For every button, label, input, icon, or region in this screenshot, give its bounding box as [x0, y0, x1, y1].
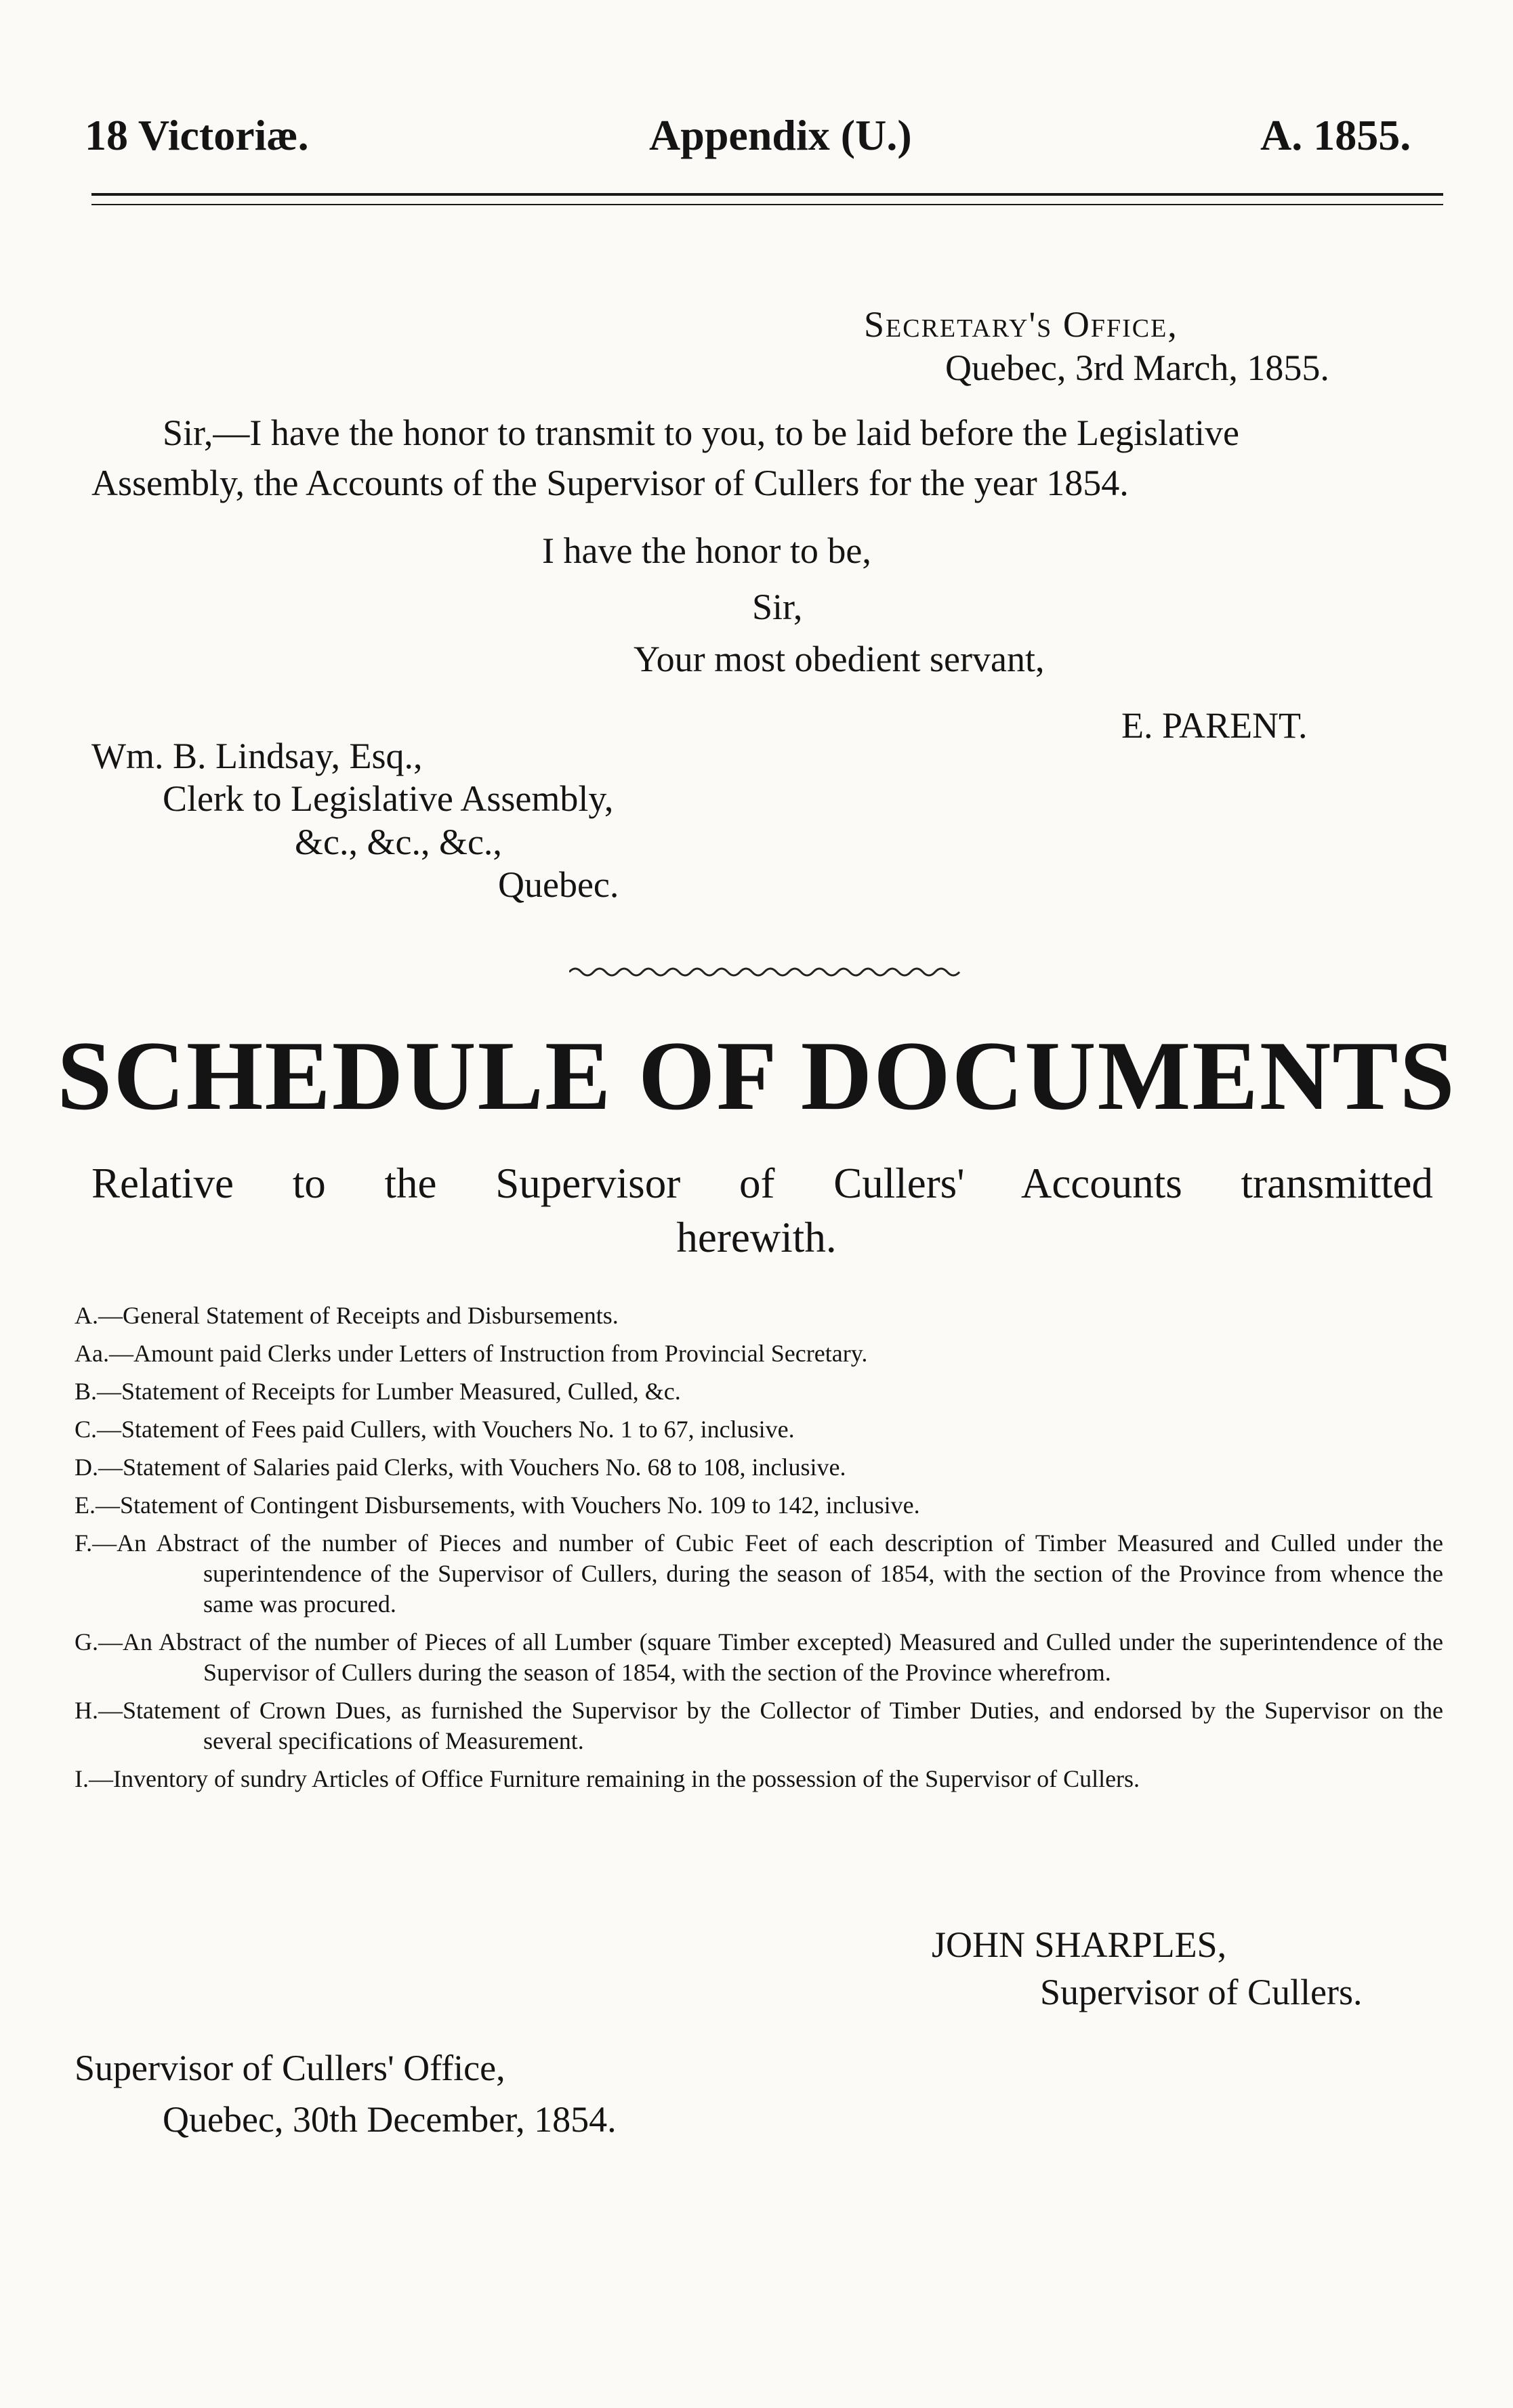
list-item-key: F.— — [75, 1529, 117, 1557]
from-date: Quebec, 30th December, 1854. — [163, 2099, 617, 2140]
letter-address-3: &c., &c., &c., — [295, 822, 502, 862]
list-item-key: A.— — [75, 1302, 123, 1329]
header-appendix: Appendix (U.) — [649, 111, 912, 159]
schedule-title: SCHEDULE OF DOCUMENTS — [57, 1021, 1456, 1131]
list-item-text: General Statement of Receipts and Disbursements. — [123, 1302, 619, 1329]
schedule-subtitle-line-1: Relative to the Supervisor of Cullers' Accounts transmitted — [91, 1160, 1433, 1207]
list-item — [75, 1414, 1443, 1445]
list-item-key: H.— — [75, 1697, 123, 1724]
list-item-key: G.— — [75, 1628, 123, 1655]
list-item-key: E.— — [75, 1492, 120, 1519]
squiggle-divider — [569, 965, 966, 979]
list-item-text: Statement of Crown Dues, as furnished the Supervisor by the Collector of Timber Duties, and endorsed by the Supervisor on the several specifications of Measurement. — [123, 1697, 1443, 1754]
list-item-text: An Abstract of the number of Pieces of all Lumber (square Timber excepted) Measured and Culled under the superintendence of the Supervisor of Cullers during the season of 1854, with the section of the Province wherefrom. — [123, 1628, 1443, 1686]
list-item-text: Statement of Salaries paid Clerks, with Vouchers No. 68 to 108, inclusive. — [123, 1454, 846, 1481]
from-office: Supervisor of Cullers' Office, — [75, 2048, 505, 2088]
schedule-signer-title: Supervisor of Cullers. — [1040, 1972, 1363, 2012]
letter-body-line-2: Assembly, the Accounts of the Supervisor of Cullers for the year 1854. — [91, 463, 1129, 503]
header-session: 18 Victoriæ. — [85, 111, 309, 159]
header-rule-thin — [91, 204, 1443, 205]
list-item-text: Inventory of sundry Articles of Office Furniture remaining in the possession of the Supervisor of Cullers. — [113, 1765, 1140, 1792]
list-item-key: Aa.— — [75, 1340, 133, 1367]
letter-signature: E. PARENT. — [1121, 705, 1308, 746]
list-item — [75, 1301, 1443, 1331]
list-item — [75, 1528, 1443, 1620]
list-item-key: C.— — [75, 1416, 122, 1443]
list-item — [75, 1490, 1443, 1521]
list-item-text: Amount paid Clerks under Letters of Instruction from Provincial Secretary. — [133, 1340, 868, 1367]
list-item — [75, 1764, 1443, 1794]
list-item-text: Statement of Receipts for Lumber Measured, Culled, &c. — [121, 1378, 681, 1405]
list-item-key: B.— — [75, 1378, 122, 1405]
list-item — [75, 1695, 1443, 1756]
letter-closing-2: Sir, — [752, 587, 803, 627]
list-item-text: An Abstract of the number of Pieces and number of Cubic Feet of each description of Timber Measured and Culled under the superintendence of the Supervisor of Cullers, during the season of 1854, with the section of the Province from whence the same was procured. — [117, 1529, 1443, 1618]
list-item — [75, 1338, 1443, 1369]
letter-address-4: Quebec. — [498, 864, 619, 905]
list-item — [75, 1452, 1443, 1483]
list-item — [75, 1627, 1443, 1688]
schedule-subtitle-line-2: herewith. — [676, 1214, 837, 1261]
list-item-text: Statement of Fees paid Cullers, with Vouchers No. 1 to 67, inclusive. — [121, 1416, 795, 1443]
header-rule-thick — [91, 193, 1443, 196]
list-item — [75, 1376, 1443, 1407]
letter-place-date: Quebec, 3rd March, 1855. — [945, 347, 1329, 388]
header-year: A. 1855. — [1260, 111, 1411, 159]
letter-closing-1: I have the honor to be, — [542, 530, 871, 571]
letter-body-line-1: Sir,—I have the honor to transmit to you, to be laid before the Legislative — [163, 413, 1239, 453]
list-item-key: D.— — [75, 1454, 123, 1481]
letter-closing-3: Your most obedient servant, — [634, 639, 1045, 679]
letter-office: Secretary's Office, — [864, 304, 1178, 345]
letter-address-1: Wm. B. Lindsay, Esq., — [91, 736, 423, 776]
letter-address-2: Clerk to Legislative Assembly, — [163, 778, 614, 819]
list-item-text: Statement of Contingent Disbursements, with Vouchers No. 109 to 142, inclusive. — [120, 1492, 920, 1519]
document-list — [75, 1301, 1443, 1802]
list-item-key: I.— — [75, 1765, 113, 1792]
schedule-signer: JOHN SHARPLES, — [932, 1924, 1227, 1965]
